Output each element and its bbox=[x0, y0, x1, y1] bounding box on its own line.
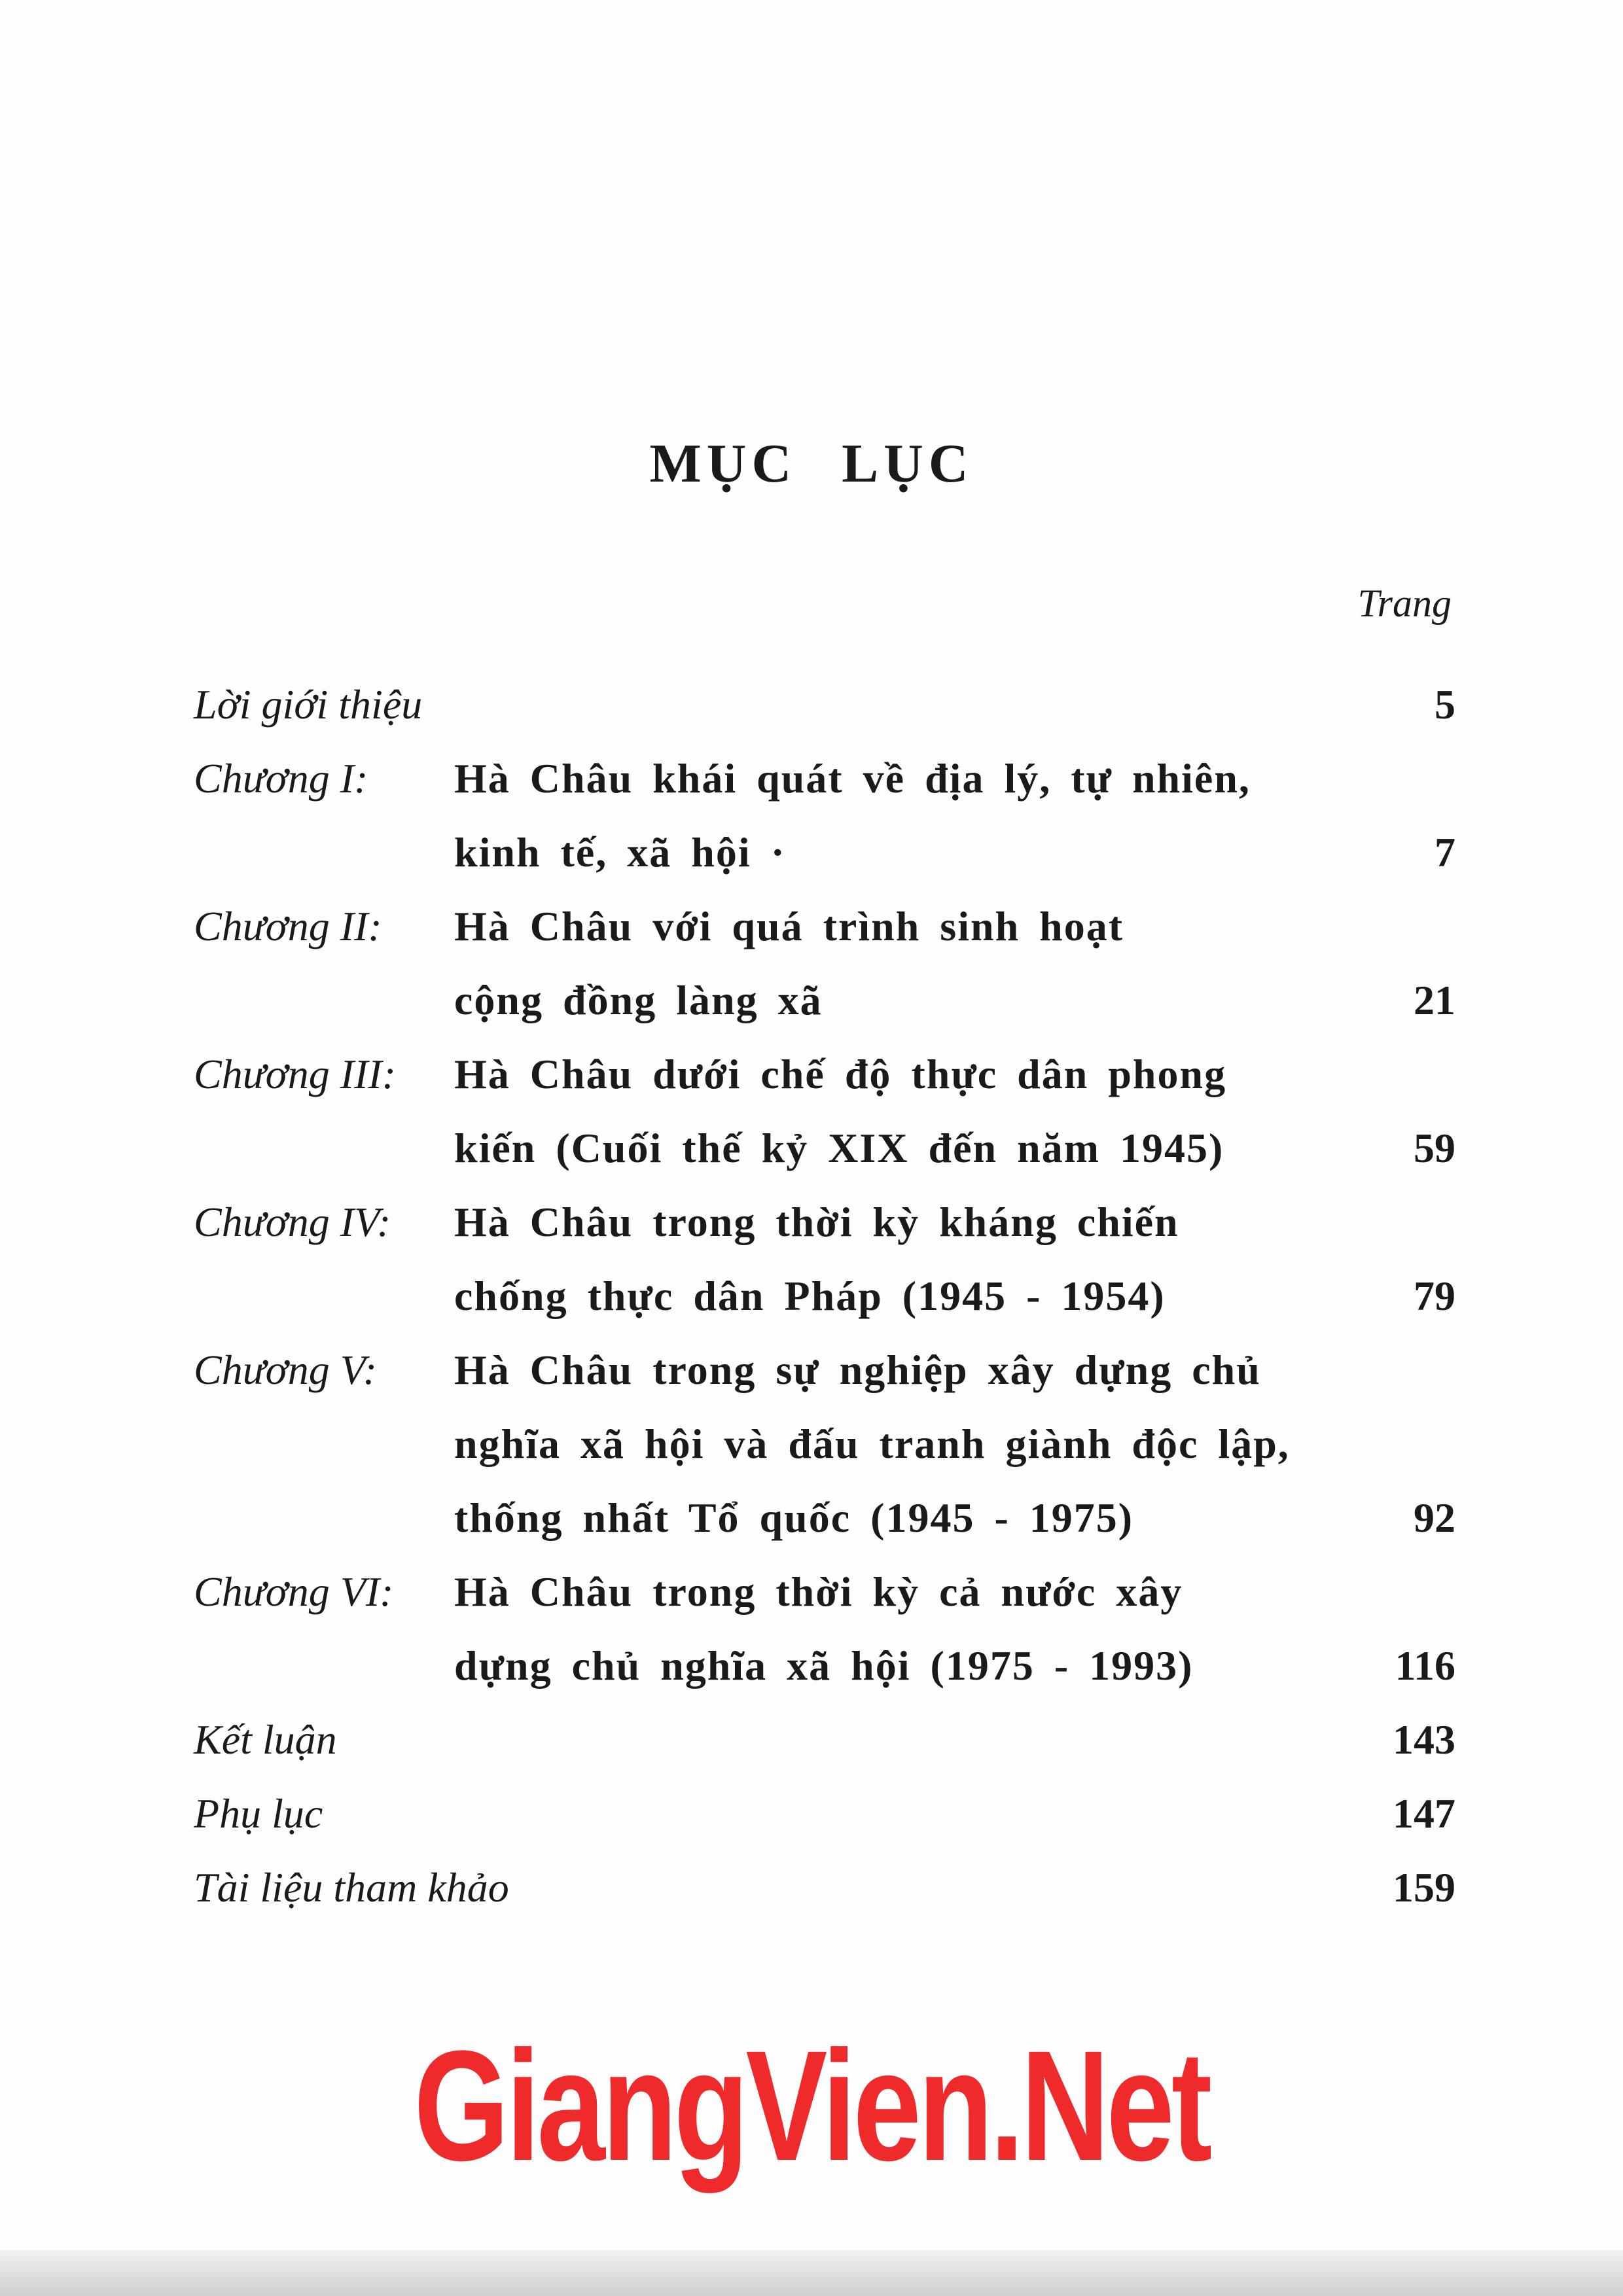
table-of-contents bbox=[194, 680, 1455, 1937]
toc-entry-page: 59 bbox=[1414, 1125, 1455, 1171]
toc-entry-chapter-1[interactable] bbox=[194, 754, 1455, 902]
toc-entry-chapter-6[interactable] bbox=[194, 1568, 1455, 1716]
toc-entry-text-line: kinh tế, xã hội · bbox=[454, 829, 786, 875]
watermark-logo: GiangVien.Net bbox=[414, 2018, 1209, 2193]
scan-bottom-edge bbox=[0, 2250, 1623, 2296]
toc-entry-text-line: Hà Châu với quá trình sinh hoạt bbox=[454, 903, 1124, 949]
page-column-header: Trang bbox=[1357, 582, 1452, 625]
toc-entry-label: Chương II: bbox=[194, 903, 382, 949]
toc-entry-page: 92 bbox=[1414, 1494, 1455, 1541]
toc-entry-page: 143 bbox=[1393, 1716, 1455, 1763]
toc-entry-intro[interactable] bbox=[194, 680, 1455, 754]
toc-entry-page: 147 bbox=[1393, 1790, 1455, 1837]
toc-entry-text-line: cộng đồng làng xã bbox=[454, 977, 823, 1023]
toc-entry-page: 5 bbox=[1435, 681, 1455, 728]
toc-entry-text-line: Hà Châu khái quát về địa lý, tự nhiên, bbox=[454, 755, 1251, 802]
toc-entry-text-line: Hà Châu trong thời kỳ cả nước xây bbox=[454, 1568, 1183, 1615]
toc-entry-label: Chương VI: bbox=[194, 1568, 394, 1615]
toc-entry-page: 7 bbox=[1435, 829, 1455, 875]
toc-entry-label: Chương I: bbox=[194, 755, 368, 802]
toc-entry-page: 116 bbox=[1395, 1642, 1455, 1689]
toc-entry-text-line: thống nhất Tổ quốc (1945 - 1975) bbox=[454, 1494, 1134, 1541]
toc-entry-page: 159 bbox=[1393, 1864, 1455, 1911]
toc-entry-text-line: dựng chủ nghĩa xã hội (1975 - 1993) bbox=[454, 1642, 1194, 1689]
toc-entry-label: Chương IV: bbox=[194, 1199, 391, 1245]
toc-entry-page: 79 bbox=[1414, 1273, 1455, 1319]
toc-entry-text-line: chống thực dân Pháp (1945 - 1954) bbox=[454, 1273, 1166, 1319]
toc-entry-label: Chương III: bbox=[194, 1051, 396, 1097]
toc-entry-text-line: kiến (Cuối thế kỷ XIX đến năm 1945) bbox=[454, 1125, 1224, 1171]
toc-entry-references[interactable] bbox=[194, 1863, 1455, 1937]
toc-entry-label: Tài liệu tham khảo bbox=[194, 1864, 509, 1911]
toc-entry-text-line: Hà Châu trong sự nghiệp xây dựng chủ bbox=[454, 1347, 1261, 1393]
toc-entry-label: Chương V: bbox=[194, 1347, 377, 1393]
page-title: MỤC LỤC bbox=[649, 433, 974, 494]
toc-entry-appendix[interactable] bbox=[194, 1790, 1455, 1863]
toc-entry-text-line: Hà Châu trong thời kỳ kháng chiến bbox=[454, 1199, 1179, 1245]
toc-entry-chapter-2[interactable] bbox=[194, 902, 1455, 1050]
toc-entry-label: Lời giới thiệu bbox=[194, 681, 423, 728]
toc-entry-chapter-5[interactable] bbox=[194, 1346, 1455, 1568]
toc-entry-page: 21 bbox=[1414, 977, 1455, 1023]
toc-entry-text-line: nghĩa xã hội và đấu tranh giành độc lập, bbox=[454, 1421, 1290, 1467]
toc-entry-conclusion[interactable] bbox=[194, 1716, 1455, 1790]
toc-entry-chapter-3[interactable] bbox=[194, 1050, 1455, 1198]
toc-entry-chapter-4[interactable] bbox=[194, 1198, 1455, 1346]
toc-entry-text-line: Hà Châu dưới chế độ thực dân phong bbox=[454, 1051, 1227, 1097]
toc-entry-label: Kết luận bbox=[194, 1716, 337, 1763]
toc-entry-label: Phụ lục bbox=[194, 1790, 323, 1837]
